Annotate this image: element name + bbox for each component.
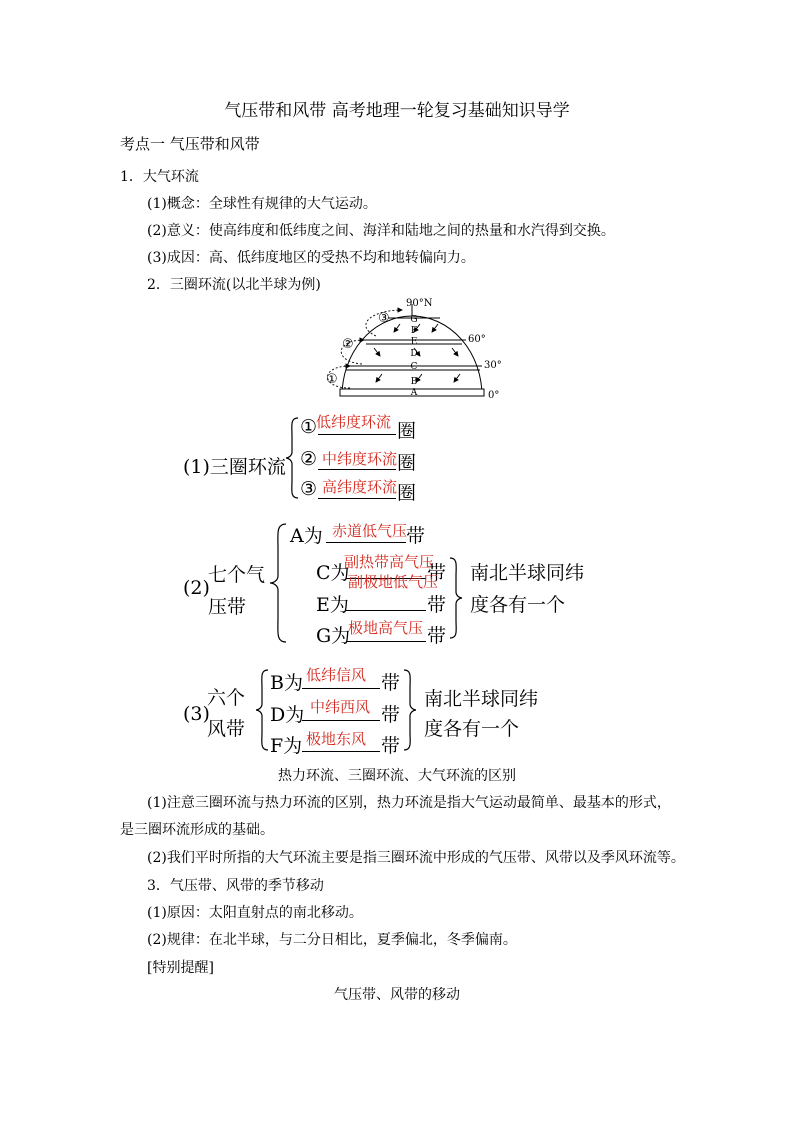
wind-row-b-answer: 低纬信风: [306, 666, 367, 684]
belt-c-label: C: [410, 362, 418, 372]
pressure-row-a-suffix: 带: [406, 525, 426, 547]
diff-para-1b: 是三圈环流形成的基础。: [120, 822, 274, 838]
cells-brace: [284, 416, 300, 500]
cell-row-3-answer: 高纬度环流: [322, 478, 398, 496]
cell-row-2-answer: 中纬度环流: [322, 450, 398, 468]
cell-row-1-suffix: 圈: [397, 420, 417, 442]
page-title: 气压带和风带 高考地理一轮复习基础知识导学: [224, 101, 570, 121]
cell-row-3-num: ③: [300, 478, 318, 500]
pressure-row-e-answer: 副极地低气压: [348, 573, 439, 591]
cell-row-1-answer: 低纬度环流: [316, 413, 392, 431]
wind-row-f-blank: [302, 751, 380, 752]
pressure-label-num: (2): [183, 577, 210, 599]
wind-note-a: 南北半球同纬: [424, 688, 539, 710]
wind-row-d-blank: [302, 720, 380, 721]
movement-subheading: 气压带、风带的移动: [334, 987, 460, 1003]
pressure-row-g-suffix: 带: [427, 625, 447, 647]
belt-a-label: A: [410, 388, 418, 398]
pressure-row-e-blank: [346, 610, 426, 611]
heading-seasonal-shift: 3．气压带、风带的季节移动: [147, 878, 324, 894]
cell-row-2-suffix: 圈: [397, 452, 417, 474]
cell-row-2-num: ②: [300, 448, 318, 470]
wind-row-b-prefix: B为: [270, 672, 303, 694]
pressure-left-brace: [268, 522, 288, 644]
belt-f-label: F: [410, 326, 418, 336]
wind-row-f-prefix: F为: [270, 735, 303, 757]
meaning-line: (2)意义：使高纬度和低纬度之间、海洋和陆地之间的热量和水汽得到交换。: [147, 223, 615, 239]
lat-30-label: 30°: [484, 360, 502, 371]
concept-line: (1)概念：全球性有规律的大气运动。: [147, 196, 377, 212]
heading-three-cell: 2．三圈环流(以北半球为例): [147, 277, 321, 293]
belt-e-label: E: [410, 337, 418, 347]
pressure-row-e-suffix: 带: [427, 594, 447, 616]
belt-d-label: D: [410, 349, 418, 359]
lat-0-label: 0°: [488, 390, 500, 401]
diff-heading: 热力环流、三圈环流、大气环流的区别: [278, 768, 516, 784]
wind-left-brace: [254, 668, 270, 752]
wind-label-a: 六个: [207, 687, 246, 709]
lat-60-label: 60°: [468, 334, 486, 345]
wind-row-b-suffix: 带: [381, 672, 401, 694]
wind-note-b: 度各有一个: [424, 718, 520, 740]
wind-row-d-answer: 中纬西风: [310, 698, 371, 716]
pressure-row-g-answer: 极地高气压: [348, 619, 424, 637]
wind-label-num: (3): [183, 703, 210, 725]
cells-block-label: (1)三圈环流: [183, 456, 286, 478]
pressure-note-b: 度各有一个: [470, 594, 566, 616]
cause-line: (3)成因：高、低纬度地区的受热不均和地转偏向力。: [147, 250, 475, 266]
belt-g-label: G: [410, 315, 418, 325]
pressure-row-a-blank: [326, 542, 406, 543]
diff-para-2: (2)我们平时所指的大气环流主要是指三圈环流中形成的气压带、风带以及季风环流等。: [147, 850, 685, 866]
pressure-note-a: 南北半球同纬: [470, 562, 585, 584]
cell-row-3-suffix: 圈: [397, 482, 417, 504]
pressure-row-g-blank: [346, 641, 426, 642]
pressure-row-a-answer: 赤道低气压: [332, 522, 408, 540]
lat-90-label: 90°N: [406, 298, 433, 309]
three-cell-circulation-diagram: [310, 296, 510, 406]
cell-row-1-blank: [318, 434, 396, 435]
pressure-label-a: 七个气: [208, 564, 266, 586]
wind-row-d-prefix: D为: [270, 704, 305, 726]
cell-2-label: ②: [342, 337, 354, 352]
special-tip-label: [特别提醒]: [147, 960, 214, 976]
section-heading: 考点一 气压带和风带: [120, 135, 260, 153]
pressure-row-a-prefix: A为: [290, 525, 323, 547]
rule-line: (2)规律：在北半球，与二分日相比，夏季偏北，冬季偏南。: [147, 932, 517, 948]
reason-line: (1)原因：太阳直射点的南北移动。: [147, 905, 363, 921]
cell-row-3-blank: [318, 498, 396, 499]
cell-row-1-num: ①: [300, 416, 318, 438]
pressure-row-c-prefix: C为: [316, 562, 350, 584]
belt-b-label: B: [410, 377, 418, 387]
pressure-row-c-answer: 副热带高气压: [344, 553, 435, 571]
cell-3-label: ③: [378, 311, 390, 326]
diff-para-1a: (1)注意三圈环流与热力环流的区别，热力环流是指大气运动最简单、最基本的形式，: [147, 795, 671, 811]
pressure-row-g-prefix: G为: [316, 625, 351, 647]
cell-1-label: ①: [326, 372, 338, 387]
heading-atmospheric-circulation: 1．大气环流: [120, 169, 199, 185]
cell-row-2-blank: [318, 469, 396, 470]
wind-right-brace: [402, 668, 418, 752]
wind-row-f-suffix: 带: [381, 735, 401, 757]
wind-row-d-suffix: 带: [381, 704, 401, 726]
pressure-row-c-suffix: 带: [427, 562, 447, 584]
wind-row-b-blank: [302, 688, 380, 689]
pressure-right-brace: [448, 556, 464, 640]
wind-label-b: 风带: [207, 718, 246, 740]
wind-row-f-answer: 极地东风: [306, 730, 367, 748]
pressure-label-b: 压带: [208, 596, 247, 618]
pressure-row-e-prefix: E为: [316, 594, 349, 616]
